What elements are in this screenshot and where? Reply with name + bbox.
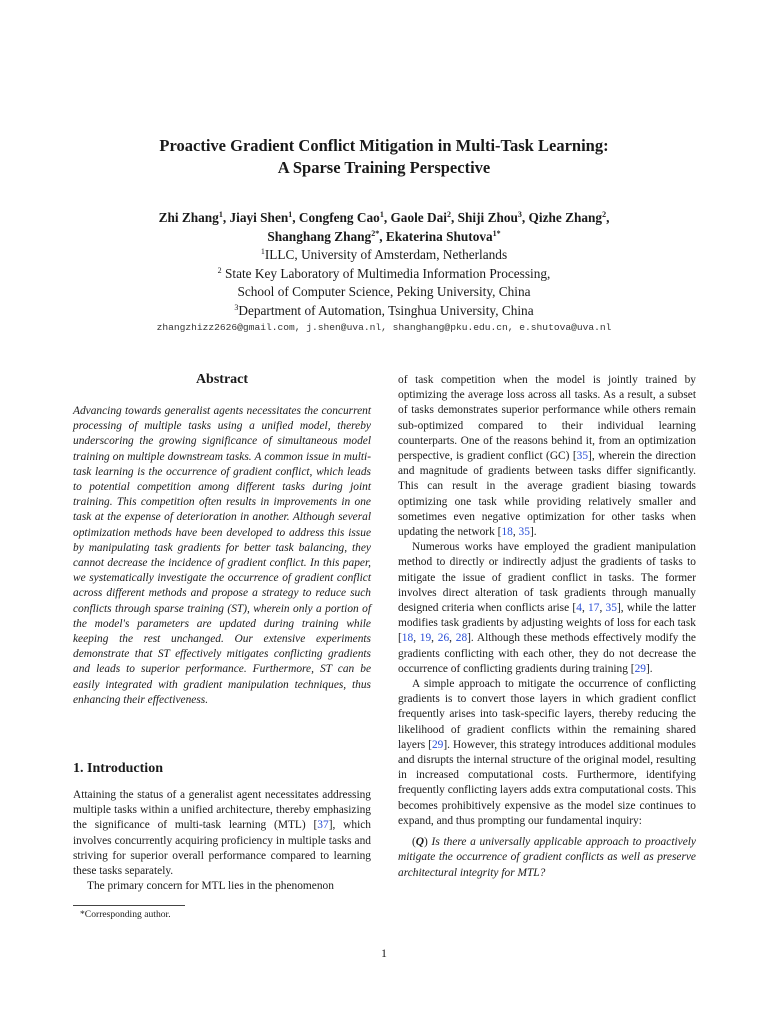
footnote-rule bbox=[73, 905, 185, 906]
paragraph-text: , bbox=[431, 632, 438, 645]
research-question: (Q) Is there a universally applicable approach to proactively mitigate the occurrence of gradient conflicts as well as preserve architectural integrity for MTL? bbox=[398, 836, 696, 879]
right-paragraph-1 bbox=[398, 373, 696, 540]
citation-link[interactable]: 26 bbox=[437, 632, 450, 645]
citation-link[interactable]: 35 bbox=[576, 450, 589, 463]
right-paragraph-2 bbox=[398, 540, 696, 677]
paragraph-text: ]. However, this strategy introduces additional modules and disrupts the internal structure of the original model, resulting in increased computational costs. Furthermore, identifying frequently conflicting layers adds extra computational costs. This becomes prohibitively expensive as the model size continues to expand, and thus prompting our fundamental inquiry: bbox=[398, 738, 696, 827]
author-affiliation-mark: 2 bbox=[602, 210, 607, 219]
paragraph-text: of task competition when the model is jointly trained by optimizing the average loss across all tasks. As a result, a subset of tasks demonstrates superior performance while others remain sub-optimized compared to their individual learning counterparts. One of the reasons behind it, from an optimization perspective, is gradient conflict (GC) [ bbox=[398, 374, 696, 463]
citation-link[interactable]: 17 bbox=[588, 602, 600, 615]
citation-link[interactable]: 37 bbox=[317, 819, 329, 832]
author-affiliation-mark: 1 bbox=[288, 210, 293, 219]
affiliation-1 bbox=[0, 246, 768, 265]
page-number: 1 bbox=[381, 946, 387, 960]
right-paragraph-3 bbox=[398, 677, 696, 829]
author-name: Gaole Dai bbox=[390, 210, 447, 225]
paragraph-text: ], while the latter modifies task gradients by adjusting weights of loss for each task [ bbox=[398, 602, 696, 645]
paper-title-line2: A Sparse Training Perspective bbox=[277, 158, 491, 177]
intro-heading: 1. Introduction bbox=[73, 761, 163, 776]
paragraph-text: , bbox=[581, 602, 589, 615]
paper-title-line1: Proactive Gradient Conflict Mitigation in Multi-Task Learning: bbox=[159, 136, 609, 155]
citation-link[interactable]: 28 bbox=[455, 632, 468, 645]
citation-link[interactable]: 18 bbox=[501, 526, 513, 539]
author-affiliation-mark: 1 bbox=[218, 210, 223, 219]
citation-link[interactable]: 4 bbox=[576, 602, 582, 615]
abstract-text: Advancing towards generalist agents necessitates the concurrent processing of multiple tasks using a unified model, thereby underscoring the growing significance of simultaneous model training on multiple downstream tasks. A common issue in multi-task learning is the occurrence of gradient conflict, which leads to potential competition among different tasks during joint training. This competition often results in improvements in one task at the expense of deterioration in another. Although several optimization methods have been developed to address this issue by manipulating task gradients for better task balancing, they cannot decrease the incidence of gradient conflict. In this paper, we systematically investigate the occurrence of gradient conflict across different methods and propose a strategy to reduce such conflicts through sparse training (ST), wherein only a portion of the model's parameters are updated during training while keeping the rest unchanged. Our extensive experiments demonstrate that ST effectively mitigates conflicting gradients and leads to superior performance. Furthermore, ST can be easily integrated with gradient manipulation techniques, thus enhancing their effectiveness. bbox=[73, 405, 371, 706]
question-label: Q bbox=[415, 836, 425, 849]
author-name: Jiayi Shen bbox=[229, 210, 289, 225]
affiliation-3 bbox=[0, 302, 768, 321]
author-affiliation-mark: 1* bbox=[492, 229, 501, 238]
question-text: Is there a universally applicable approach to proactively mitigate the occurrence of gradient conflicts as well as preserve architectural integrity for MTL? bbox=[398, 836, 696, 879]
citation-link[interactable]: 35 bbox=[605, 602, 617, 615]
affiliation-mark: 3 bbox=[234, 302, 239, 312]
author-name: Zhi Zhang bbox=[158, 210, 219, 225]
author-affiliation-mark: 2* bbox=[371, 229, 380, 238]
paragraph-text: ]. Although these methods effectively modify the gradients conflicting with each other, they do not decrease the occurrence of conflicting gradients during training [ bbox=[398, 632, 696, 675]
paragraph-text: ]. bbox=[645, 662, 653, 675]
affiliation-text: ILLC, University of Amsterdam, Netherlands bbox=[264, 247, 508, 262]
affiliation-text: State Key Laboratory of Multimedia Information Processing, bbox=[225, 265, 551, 281]
paragraph-text: ], which involves concurrently acquiring proficiency in multiple tasks and striving for superior overall performance compared to learning these tasks separately. bbox=[73, 819, 371, 878]
paragraph-text: , bbox=[512, 526, 519, 539]
citation-link[interactable]: 29 bbox=[634, 662, 646, 675]
paragraph-text: A simple approach to mitigate the occurrence of conflicting gradients is to convert those layers in which gradient conflict frequently arises into task-specific layers, thereby reducing the likelihood of gradient conflicts within the remaining shared layers [ bbox=[398, 678, 696, 751]
author-emails: zhangzhizz2626@gmail.com, j.shen@uva.nl, shanghang@pku.edu.cn, e.shutova@uva.nl bbox=[156, 322, 612, 333]
citation-link[interactable]: 29 bbox=[431, 738, 444, 751]
paragraph-text: ]. bbox=[529, 526, 537, 539]
affiliation-text: Department of Automation, Tsinghua University, China bbox=[238, 302, 534, 318]
abstract-body bbox=[73, 404, 371, 708]
intro-body bbox=[73, 788, 371, 894]
author-name: Shiji Zhou bbox=[457, 210, 518, 225]
author-name: Congfeng Cao bbox=[298, 210, 380, 225]
affiliation-mark: 2 bbox=[217, 265, 222, 275]
intro-paragraph-2-start: The primary concern for MTL lies in the phenomenon bbox=[87, 880, 334, 893]
citation-link[interactable]: 19 bbox=[419, 632, 432, 645]
author-name: Qizhe Zhang bbox=[528, 210, 603, 225]
citation-link[interactable]: 18 bbox=[401, 632, 414, 645]
affiliation-2-line2: School of Computer Science, Peking University, China bbox=[237, 284, 531, 299]
paragraph-text: Numerous works have employed the gradient manipulation method to directly or indirectly adjust the gradients of tasks to mitigate the issue of gradient conflict in tasks. The former involves direct alteration of task gradients through manually designed criteria when conflicts arise [ bbox=[398, 541, 696, 615]
paragraph-text: ], wherein the direction and magnitude of gradients between tasks differ significantly. This can result in the average gradient biasing towards optimizing one task while providing relatively smaller and sometimes even negative optimization for other tasks when updating the network [ bbox=[398, 450, 696, 539]
author-line-2: Shanghang Zhang$^{2*}$, Ekaterina Shutova$^{1*}$ bbox=[267, 229, 501, 244]
author-name: Shanghang Zhang bbox=[267, 229, 372, 244]
paragraph-text: Attaining the status of a generalist agent necessitates addressing multiple tasks within a unified architecture, thereby emphasizing the significance of multi-task learning (MTL) [ bbox=[73, 789, 371, 832]
paragraph-text: , bbox=[599, 602, 606, 615]
affiliation-mark: 1 bbox=[260, 247, 265, 256]
paragraph-text: , bbox=[413, 632, 420, 645]
author-line-1: Zhi Zhang$^1$, Jiayi Shen$^1$, Congfeng Cao$^1$, Gaole Dai$^2$, Shiji Zhou$^3$, Qizhe Zhang$^2$, bbox=[158, 210, 610, 225]
paragraph-text: , bbox=[449, 632, 456, 645]
author-affiliation-mark: 2 bbox=[446, 210, 451, 219]
author-affiliation-mark: 1 bbox=[379, 210, 384, 219]
right-column bbox=[398, 373, 696, 881]
intro-paragraph-1 bbox=[73, 788, 371, 879]
author-affiliation-mark: 3 bbox=[517, 210, 522, 219]
abstract-heading: Abstract bbox=[195, 372, 249, 387]
author-name: Ekaterina Shutova bbox=[385, 229, 493, 244]
footnote: *Corresponding author. bbox=[80, 909, 171, 920]
citation-link[interactable]: 35 bbox=[518, 526, 530, 539]
affiliation-2 bbox=[0, 265, 768, 284]
